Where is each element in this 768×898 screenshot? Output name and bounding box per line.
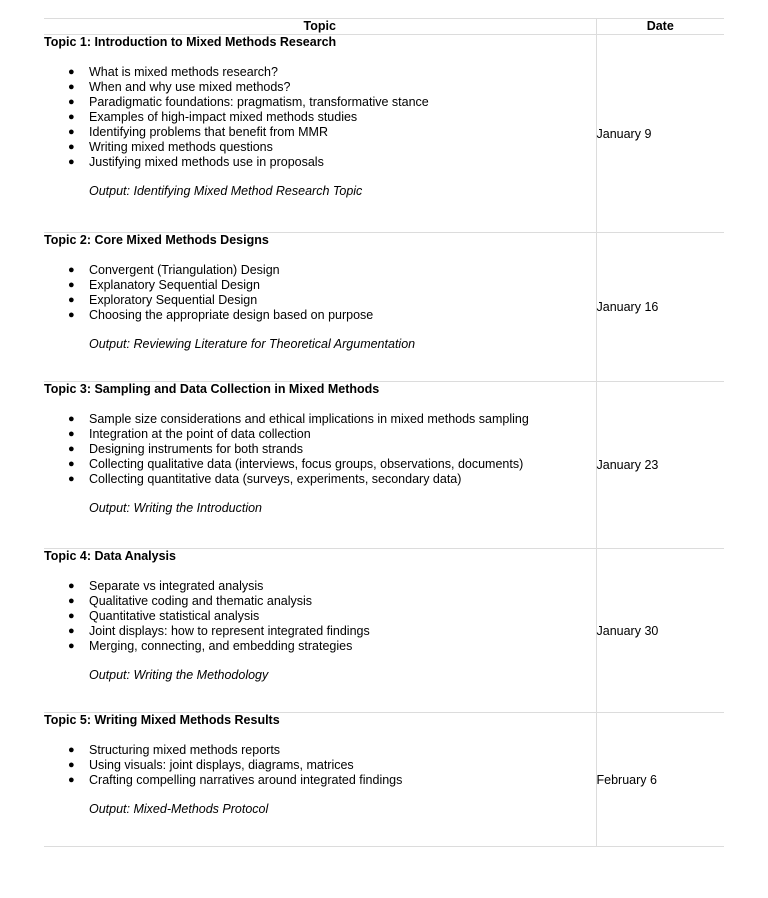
subtopic-list [44,263,596,323]
date-cell: January 9 [596,35,724,233]
subtopic-text: Designing instruments for both strands [89,442,303,456]
subtopic-text: Integration at the point of data collection [89,427,311,441]
topic-cell [44,549,596,713]
bullet-icon: ● [68,580,75,592]
bullet-icon: ● [68,81,75,93]
subtopic-text: What is mixed methods research? [89,65,278,79]
topic-title: Topic 4: Data Analysis [44,549,176,563]
bullet-icon: ● [68,443,75,455]
subtopic-item [44,639,596,654]
schedule-table [44,18,724,847]
bullet-icon: ● [68,759,75,771]
bullet-icon: ● [68,96,75,108]
subtopic-item [44,95,596,110]
subtopic-text: Justifying mixed methods use in proposals [89,155,324,169]
subtopic-item [44,594,596,609]
table-row [44,35,724,233]
date-cell: January 16 [596,233,724,382]
subtopic-item [44,773,596,788]
subtopic-text: Structuring mixed methods reports [89,743,281,757]
topic-cell [44,35,596,233]
bullet-icon: ● [68,595,75,607]
subtopic-text: Collecting qualitative data (interviews, focus groups, observations, documents) [89,457,524,471]
subtopic-item [44,442,596,457]
subtopic-text: Using visuals: joint displays, diagrams, matrices [89,758,354,772]
subtopic-list [44,65,596,170]
output-note: Output: Mixed-Methods Protocol [89,802,269,816]
subtopic-text: When and why use mixed methods? [89,80,291,94]
bullet-icon: ● [68,111,75,123]
subtopic-item [44,743,596,758]
subtopic-item [44,758,596,773]
subtopic-text: Identifying problems that benefit from MMR [89,125,328,139]
bullet-icon: ● [68,473,75,485]
bullet-icon: ● [68,625,75,637]
bullet-icon: ● [68,640,75,652]
bullet-icon: ● [68,294,75,306]
subtopic-text: Exploratory Sequential Design [89,293,258,307]
topic-title: Topic 2: Core Mixed Methods Designs [44,233,269,247]
table-row [44,549,724,713]
subtopic-item [44,308,596,323]
subtopic-item [44,140,596,155]
output-note: Output: Writing the Introduction [89,501,263,515]
subtopic-item [44,457,596,472]
bullet-icon: ● [68,264,75,276]
subtopic-item [44,624,596,639]
topic-title: Topic 3: Sampling and Data Collection in Mixed Methods [44,382,380,396]
output-note: Output: Identifying Mixed Method Research Topic [89,184,363,198]
date-cell: January 30 [596,549,724,713]
bullet-icon: ● [68,458,75,470]
subtopic-text: Quantitative statistical analysis [89,609,260,623]
subtopic-item [44,263,596,278]
bullet-icon: ● [68,141,75,153]
subtopic-item [44,65,596,80]
subtopic-text: Merging, connecting, and embedding strategies [89,639,353,653]
topic-cell [44,233,596,382]
date-cell: January 23 [596,382,724,549]
subtopic-text: Writing mixed methods questions [89,140,273,154]
subtopic-item [44,80,596,95]
subtopic-text: Joint displays: how to represent integrated findings [89,624,370,638]
subtopic-item [44,125,596,140]
subtopic-item [44,579,596,594]
date-column-header: Date [596,19,724,35]
table-header-row [44,19,724,35]
bullet-icon: ● [68,744,75,756]
bullet-icon: ● [68,774,75,786]
subtopic-text: Convergent (Triangulation) Design [89,263,280,277]
subtopic-item [44,110,596,125]
subtopic-item [44,472,596,487]
topic-title: Topic 5: Writing Mixed Methods Results [44,713,280,727]
subtopic-list [44,579,596,654]
date-cell: February 6 [596,713,724,847]
subtopic-list [44,412,596,487]
bullet-icon: ● [68,66,75,78]
subtopic-item [44,609,596,624]
subtopic-text: Crafting compelling narratives around integrated findings [89,773,403,787]
subtopic-item [44,412,596,427]
output-note: Output: Reviewing Literature for Theoretical Argumentation [89,337,416,351]
table-row [44,713,724,847]
topic-column-header: Topic [44,19,596,35]
bullet-icon: ● [68,279,75,291]
subtopic-list [44,743,596,788]
bullet-icon: ● [68,610,75,622]
subtopic-item [44,427,596,442]
bullet-icon: ● [68,156,75,168]
subtopic-text: Sample size considerations and ethical implications in mixed methods sampling [89,412,529,426]
topic-title: Topic 1: Introduction to Mixed Methods Research [44,35,337,49]
table-row [44,382,724,549]
subtopic-text: Explanatory Sequential Design [89,278,260,292]
topic-cell [44,713,596,847]
subtopic-item [44,155,596,170]
subtopic-text: Examples of high-impact mixed methods studies [89,110,358,124]
schedule-body [44,35,724,847]
bullet-icon: ● [68,309,75,321]
subtopic-text: Choosing the appropriate design based on purpose [89,308,374,322]
subtopic-text: Qualitative coding and thematic analysis [89,594,313,608]
subtopic-item [44,278,596,293]
bullet-icon: ● [68,413,75,425]
output-note: Output: Writing the Methodology [89,668,269,682]
subtopic-text: Paradigmatic foundations: pragmatism, transformative stance [89,95,429,109]
table-row [44,233,724,382]
subtopic-text: Separate vs integrated analysis [89,579,264,593]
bullet-icon: ● [68,126,75,138]
subtopic-text: Collecting quantitative data (surveys, experiments, secondary data) [89,472,462,486]
bullet-icon: ● [68,428,75,440]
topic-cell [44,382,596,549]
subtopic-item [44,293,596,308]
